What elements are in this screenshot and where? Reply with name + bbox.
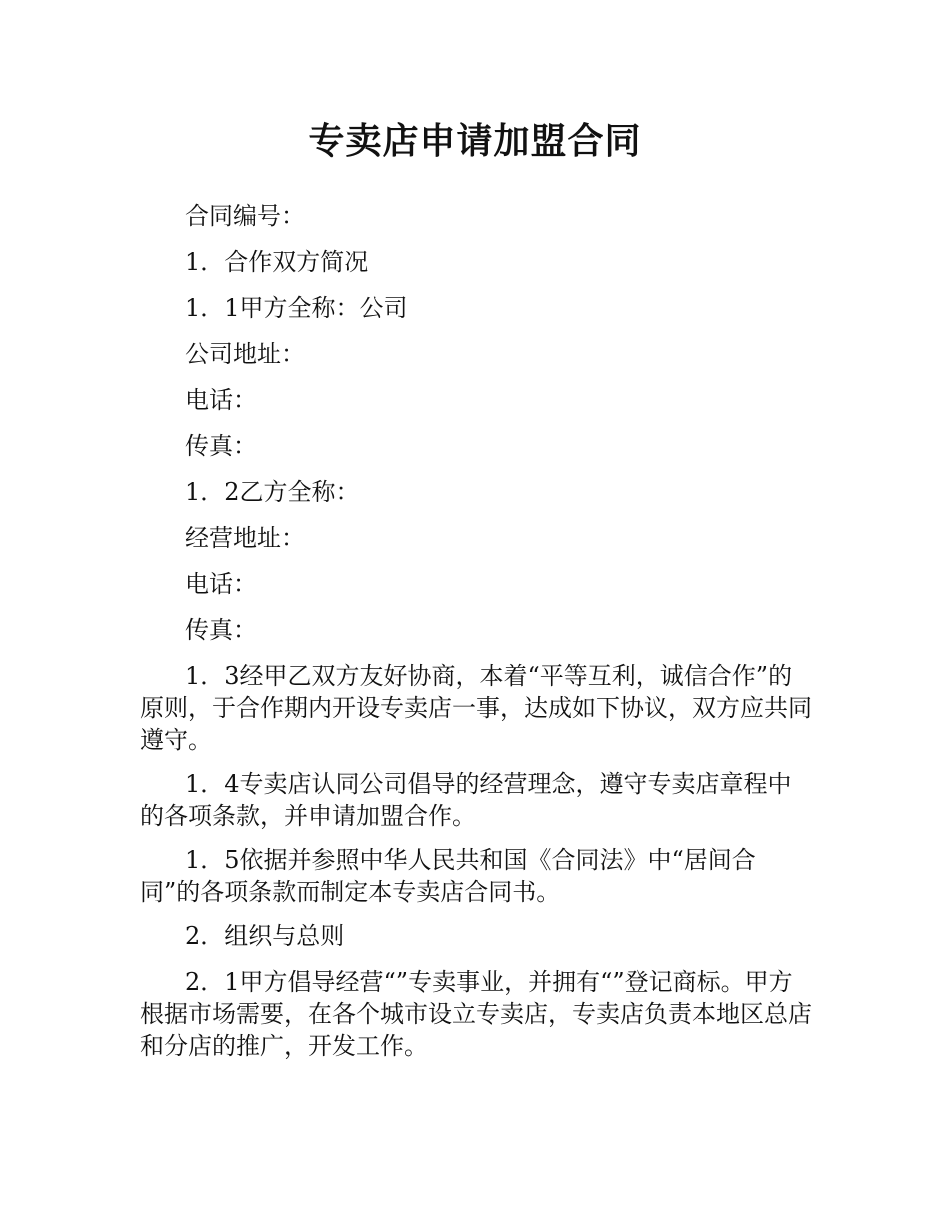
document-title: 专卖店申请加盟合同 [308,121,642,162]
party-a-address-line: 公司地址： [185,340,305,368]
clause-1-4: 1．4专卖店认同公司倡导的经营理念，遵守专卖店章程中的各项条款，并申请加盟合作。 [140,770,792,830]
clause-2-1: 2．1甲方倡导经营“”专卖事业，并拥有“”登记商标。甲方根据市场需要，在各个城市设立专卖店，专卖店负责本地区总店和分店的推广，开发工作。 [140,968,812,1060]
clause-1-5: 1．5依据并参照中华人民共和国《合同法》中“居间合同”的各项条款而制定本专卖店合同书。 [140,846,756,906]
party-a-phone-line: 电话： [185,386,257,414]
party-b-address-line: 经营地址： [185,524,305,552]
section-1-heading: 1．合作双方简况 [185,248,369,276]
contract-number-line: 合同编号： [185,202,305,230]
clause-1-3: 1．3经甲乙双方友好协商，本着“平等互利，诚信合作”的原则，于合作期内开设专卖店一事，达成如下协议，双方应共同遵守。 [140,662,812,754]
party-b-fax-line: 传真： [185,616,257,644]
section-2-heading: 2．组织与总则 [185,922,345,950]
document-body [140,200,812,1074]
party-b-phone-line: 电话： [185,570,257,598]
party-a-name-line: 1．1甲方全称：公司 [185,294,408,322]
party-a-fax-line: 传真： [185,432,257,460]
party-b-name-line: 1．2乙方全称： [185,478,360,506]
